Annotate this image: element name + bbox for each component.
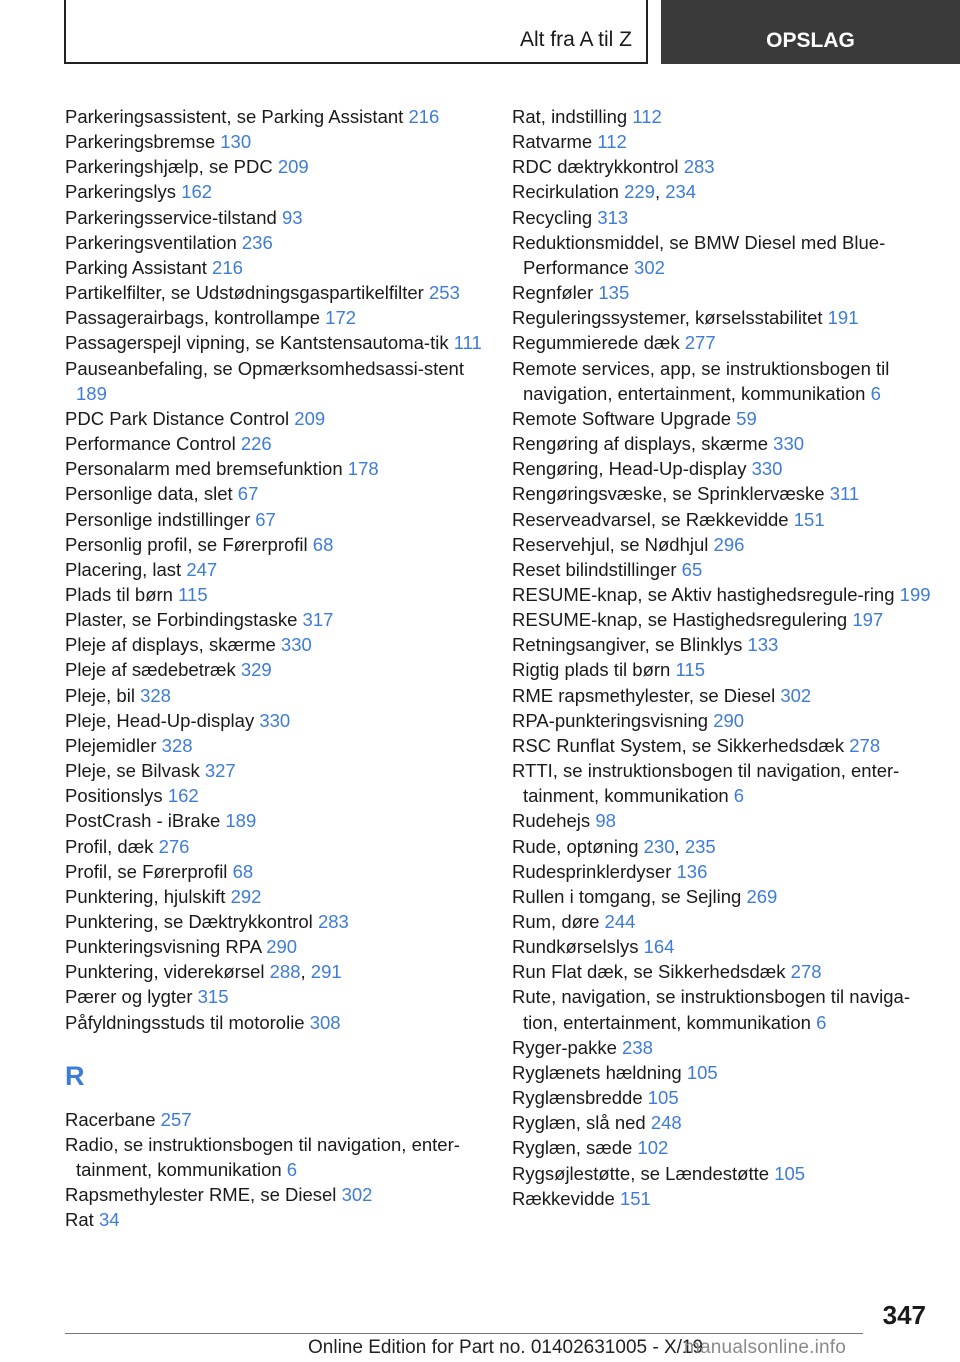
index-entry bbox=[512, 1110, 942, 1135]
index-entry bbox=[512, 1085, 942, 1110]
index-entry: Punktering, viderekørsel 288, 291 bbox=[65, 961, 342, 983]
index-entry-term: Pleje, bil bbox=[65, 684, 135, 706]
page-reference-link[interactable]: 234 bbox=[665, 181, 697, 203]
index-entry bbox=[512, 230, 942, 280]
page-reference-link[interactable]: 68 bbox=[312, 533, 334, 555]
index-entry-term: Profil, se Førerprofil bbox=[65, 860, 228, 882]
index-entry bbox=[65, 657, 485, 682]
index-letter-heading: R bbox=[65, 1060, 85, 1091]
index-entry bbox=[65, 1107, 485, 1132]
page-reference-link[interactable]: 278 bbox=[790, 961, 822, 983]
header-section-title: Alt fra A til Z bbox=[519, 28, 632, 51]
index-entry-term: Rat bbox=[65, 1209, 94, 1231]
index-entry bbox=[65, 406, 485, 431]
page-reference-link[interactable]: 269 bbox=[746, 885, 778, 907]
index-entry-term: Ryger-pakke bbox=[512, 1036, 617, 1058]
index-entry-term: Rapsmethylester RME, se Diesel bbox=[65, 1184, 337, 1206]
page-reference-link[interactable]: 130 bbox=[220, 131, 252, 153]
page-reference-link[interactable]: 277 bbox=[684, 332, 716, 354]
page-reference-link[interactable]: 308 bbox=[309, 1011, 341, 1033]
index-entry bbox=[512, 431, 942, 456]
page-reference-link[interactable]: 311 bbox=[829, 483, 860, 505]
page-reference-link[interactable]: 229 bbox=[624, 181, 655, 203]
index-entry bbox=[512, 607, 942, 632]
page-reference-link[interactable]: 248 bbox=[650, 1112, 682, 1134]
page-reference-link[interactable]: 6 bbox=[733, 785, 745, 807]
index-entry bbox=[512, 356, 942, 406]
index-entry-term: Rude, optøning bbox=[512, 835, 639, 857]
page-reference-link[interactable]: 162 bbox=[167, 785, 199, 807]
index-entry: Rude, optøning 230, 235 bbox=[512, 835, 716, 857]
index-entry bbox=[512, 1186, 942, 1211]
index-entry bbox=[512, 984, 942, 1034]
page-reference-link[interactable]: 288 bbox=[269, 961, 301, 983]
index-entry-term: Rullen i tomgang, se Sejling bbox=[512, 885, 742, 907]
index-entry-term: RESUME-knap, se Hastighedsregulering bbox=[512, 609, 848, 631]
page-reference-link[interactable]: 68 bbox=[232, 860, 254, 882]
page-reference-link[interactable]: 189 bbox=[76, 382, 107, 404]
index-entry-term: Performance Control bbox=[65, 433, 236, 455]
index-entry bbox=[512, 1161, 942, 1186]
index-entry bbox=[512, 280, 942, 305]
index-entry-term: RME rapsmethylester, se Diesel bbox=[512, 684, 776, 706]
index-entry bbox=[512, 532, 942, 557]
index-entry-term: Parkeringshjælp, se PDC bbox=[65, 156, 273, 178]
header-tab-label: OPSLAG bbox=[766, 29, 855, 52]
index-entry bbox=[65, 557, 485, 582]
index-entry-term: Rudesprinklerdyser bbox=[512, 860, 672, 882]
index-entry bbox=[512, 406, 942, 431]
index-entry-term: Ryglæn, slå ned bbox=[512, 1112, 646, 1134]
index-list-r-left bbox=[65, 1107, 485, 1233]
index-entry-term: Pauseanbefaling, se Opmærksomhedsassi‐stent bbox=[65, 357, 464, 379]
index-entry-term: Run Flat dæk, se Sikkerhedsdæk bbox=[512, 961, 786, 983]
index-entry bbox=[65, 330, 485, 355]
index-entry bbox=[65, 104, 485, 129]
index-entry-term: Pærer og lygter bbox=[65, 986, 193, 1008]
index-entry bbox=[512, 205, 942, 230]
page-reference-link[interactable]: 302 bbox=[341, 1184, 373, 1206]
page-reference-link[interactable]: 6 bbox=[286, 1159, 298, 1181]
index-entry-term: Retningsangiver, se Blinklys bbox=[512, 634, 743, 656]
page-reference-link[interactable]: 136 bbox=[676, 860, 708, 882]
index-entry-term: Rudehejs bbox=[512, 810, 591, 832]
index-entry-term: Parkeringsventilation bbox=[65, 231, 237, 253]
index-entry bbox=[512, 154, 942, 179]
page-reference-link[interactable]: 6 bbox=[816, 1011, 827, 1033]
index-entry-term: Pleje, se Bilvask bbox=[65, 760, 200, 782]
page-reference-link[interactable]: 112 bbox=[632, 106, 662, 127]
index-entry bbox=[65, 783, 485, 808]
index-entry-term: Personalarm med bremsefunktion bbox=[65, 458, 343, 480]
index-entry bbox=[65, 758, 485, 783]
index-entry-term: Recycling bbox=[512, 206, 593, 228]
page-reference-link[interactable]: 291 bbox=[310, 961, 342, 983]
page-reference-link[interactable]: 172 bbox=[325, 307, 357, 329]
index-entry-term: Radio, se instruktionsbogen til navigation, enter‐tainment, kommunikation bbox=[65, 1133, 460, 1181]
index-entry bbox=[512, 104, 942, 129]
index-entry bbox=[65, 884, 485, 909]
page-reference-link[interactable]: 6 bbox=[870, 382, 881, 404]
index-entry-term: Punktering, hjulskift bbox=[65, 885, 226, 907]
index-entry bbox=[65, 205, 485, 230]
page-reference-link[interactable]: 98 bbox=[595, 810, 616, 832]
index-entry-term: Reguleringssystemer, kørselsstabilitet bbox=[512, 307, 823, 329]
index-entry bbox=[512, 708, 942, 733]
page-reference-link[interactable]: 105 bbox=[686, 1061, 718, 1083]
page-number: 347 bbox=[882, 1300, 926, 1330]
footer-divider bbox=[65, 1333, 863, 1334]
index-entry-term: Rengøringsvæske, se Sprinklervæske bbox=[512, 483, 825, 505]
index-entry bbox=[65, 456, 485, 481]
index-entry-term: Ryglænsbredde bbox=[512, 1087, 643, 1109]
index-entry-term: Placering, last bbox=[65, 558, 182, 580]
index-entry-term: Rute, navigation, se instruktionsbogen til naviga‐tion, entertainment, kommunikation bbox=[512, 986, 910, 1033]
page-reference-link[interactable]: 178 bbox=[347, 458, 379, 480]
index-entry-term: Racerbane bbox=[65, 1108, 156, 1130]
index-entry-term: Rat, indstilling bbox=[512, 106, 628, 127]
index-entry-term: Rigtig plads til børn bbox=[512, 659, 671, 681]
index-entry-term: RTTI, se instruktionsbogen til navigation, enter‐tainment, kommunikation bbox=[512, 760, 900, 807]
index-entry-term: Regnføler bbox=[512, 282, 594, 304]
page-reference-link[interactable]: 34 bbox=[98, 1209, 120, 1231]
page-reference-link[interactable]: 278 bbox=[849, 734, 881, 756]
page-reference-link[interactable]: 238 bbox=[622, 1036, 653, 1058]
index-entry bbox=[65, 1010, 485, 1035]
page-reference-link[interactable]: 244 bbox=[604, 911, 636, 932]
index-entry bbox=[512, 305, 942, 330]
index-entry bbox=[512, 632, 942, 657]
index-entry bbox=[65, 431, 485, 456]
index-entry-term: Ratvarme bbox=[512, 131, 593, 153]
index-entry-term: RSC Runflat System, se Sikkerhedsdæk bbox=[512, 734, 845, 756]
index-entry bbox=[512, 129, 942, 154]
index-entry bbox=[65, 607, 485, 632]
index-entry-term: Pleje, Head-Up-display bbox=[65, 709, 255, 731]
page-reference-link[interactable]: 102 bbox=[637, 1137, 669, 1159]
page-reference-link[interactable]: 67 bbox=[255, 508, 276, 530]
index-entry bbox=[65, 632, 485, 657]
index-entry-term: Parkeringsservice-tilstand bbox=[65, 206, 277, 228]
index-entry bbox=[512, 884, 942, 909]
index-entry bbox=[512, 758, 942, 808]
index-entry bbox=[65, 834, 485, 859]
index-list-p bbox=[65, 104, 485, 1035]
page-reference-link[interactable]: 330 bbox=[773, 433, 805, 455]
footer-edition: Online Edition for Part no. 01402631005 - X/19 bbox=[308, 1337, 704, 1358]
index-entry bbox=[65, 280, 485, 305]
index-entry bbox=[65, 984, 485, 1009]
page-reference-link[interactable]: 197 bbox=[852, 609, 884, 631]
index-entry bbox=[512, 481, 942, 506]
index-entry bbox=[512, 507, 942, 532]
index-entry-term: Punktering, se Dæktrykkontrol bbox=[65, 911, 313, 932]
page-reference-link[interactable]: 111 bbox=[453, 332, 482, 354]
page-reference-link[interactable]: 283 bbox=[683, 156, 715, 178]
page-reference-link[interactable]: 112 bbox=[597, 131, 627, 153]
page-reference-link[interactable]: 328 bbox=[140, 684, 171, 706]
index-entry bbox=[512, 934, 942, 959]
index-entry bbox=[65, 230, 485, 255]
page-reference-link[interactable]: 151 bbox=[793, 508, 825, 530]
index-entry-term: Reset bilindstillinger bbox=[512, 558, 677, 580]
index-entry-term: Passagerairbags, kontrollampe bbox=[65, 307, 321, 329]
page-reference-link[interactable]: 302 bbox=[780, 684, 812, 706]
index-entry bbox=[512, 808, 942, 833]
index-column-right bbox=[512, 104, 942, 1211]
page-reference-link[interactable]: 105 bbox=[647, 1087, 679, 1109]
index-entry-term: Plaster, se Forbindingstaske bbox=[65, 609, 298, 631]
page-reference-link[interactable]: 151 bbox=[619, 1187, 651, 1209]
index-entry bbox=[65, 356, 485, 406]
index-entry bbox=[65, 708, 485, 733]
page-reference-link[interactable]: 209 bbox=[294, 407, 326, 429]
page-reference-link[interactable]: 327 bbox=[204, 760, 236, 782]
index-entry-term: Rengøring, Head-Up-display bbox=[512, 458, 747, 480]
page-reference-link[interactable]: 283 bbox=[317, 911, 349, 932]
index-entry-term: PDC Park Distance Control bbox=[65, 407, 290, 429]
index-entry bbox=[65, 129, 485, 154]
index-entry bbox=[65, 305, 485, 330]
index-entry bbox=[512, 456, 942, 481]
index-entry bbox=[512, 733, 942, 758]
page-reference-link[interactable]: 329 bbox=[240, 659, 272, 681]
page-reference-link[interactable]: 253 bbox=[429, 282, 460, 304]
page-reference-link[interactable]: 164 bbox=[643, 936, 675, 958]
index-entry-term: Pleje af sædebetræk bbox=[65, 659, 236, 681]
page-reference-link[interactable]: 302 bbox=[634, 256, 665, 278]
index-entry bbox=[65, 909, 485, 934]
page-reference-link[interactable]: 65 bbox=[681, 558, 703, 580]
page-reference-link[interactable]: 290 bbox=[266, 936, 298, 958]
page-reference-link[interactable]: 230 bbox=[643, 835, 675, 857]
index-entry bbox=[65, 808, 485, 833]
index-list-r-right bbox=[512, 104, 942, 1211]
index-entry bbox=[512, 959, 942, 984]
page-reference-link[interactable]: 133 bbox=[747, 634, 779, 656]
index-entry-term: Påfyldningsstuds til motorolie bbox=[65, 1011, 305, 1033]
page-reference-link[interactable]: 328 bbox=[161, 734, 193, 756]
index-entry bbox=[512, 1035, 942, 1060]
index-entry bbox=[65, 859, 485, 884]
index-entry-term: Regummierede dæk bbox=[512, 332, 680, 354]
page-reference-link[interactable]: 115 bbox=[178, 583, 208, 605]
index-entry bbox=[65, 481, 485, 506]
index-entry-term: Ryglænets hældning bbox=[512, 1061, 682, 1083]
index-entry-term: Recirkulation bbox=[512, 181, 619, 203]
page-reference-link[interactable]: 216 bbox=[212, 256, 243, 278]
page-reference-link[interactable]: 313 bbox=[597, 206, 629, 228]
page-reference-link[interactable]: 135 bbox=[598, 282, 630, 304]
index-entry bbox=[65, 1132, 485, 1182]
index-entry bbox=[512, 582, 942, 607]
index-entry-term: Rækkevidde bbox=[512, 1187, 615, 1209]
header-tab-opslag[interactable] bbox=[661, 0, 960, 64]
index-entry bbox=[65, 1182, 485, 1207]
index-entry bbox=[512, 1135, 942, 1160]
page-reference-link[interactable]: 257 bbox=[160, 1108, 192, 1130]
index-entry-term: RPA-punkteringsvisning bbox=[512, 709, 709, 731]
page-reference-link[interactable]: 59 bbox=[736, 407, 757, 429]
page-reference-link[interactable]: 216 bbox=[408, 106, 440, 127]
index-entry bbox=[65, 1207, 485, 1232]
index-entry bbox=[65, 507, 485, 532]
index-entry-term: Plejemidler bbox=[65, 734, 157, 756]
index-entry-term: Reservehjul, se Nødhjul bbox=[512, 533, 709, 555]
index-entry-term: Rygsøjlestøtte, se Lændestøtte bbox=[512, 1162, 770, 1184]
index-entry-term: Parking Assistant bbox=[65, 256, 207, 278]
page-reference-link[interactable]: 199 bbox=[899, 583, 931, 605]
index-entry-term: Personlig profil, se Førerprofil bbox=[65, 533, 308, 555]
index-entry-term: Rundkørselslys bbox=[512, 936, 639, 958]
index-entry bbox=[65, 683, 485, 708]
page-reference-link[interactable]: 330 bbox=[280, 634, 312, 656]
index-entry-term: Personlige indstillinger bbox=[65, 508, 251, 530]
page-reference-link[interactable]: 93 bbox=[281, 206, 303, 228]
index-entry bbox=[65, 733, 485, 758]
index-entry bbox=[512, 683, 942, 708]
index-entry-term: Reserveadvarsel, se Rækkevidde bbox=[512, 508, 789, 530]
page-reference-link[interactable]: 67 bbox=[237, 483, 259, 505]
index-entry-term: Partikelfilter, se Udstødningsgaspartikelfilter bbox=[65, 282, 424, 304]
index-entry-term: Positionslys bbox=[65, 785, 163, 807]
page-reference-link[interactable]: 235 bbox=[684, 835, 716, 857]
index-column-left bbox=[65, 104, 485, 1233]
index-entry-term: Punktering, viderekørsel bbox=[65, 961, 265, 983]
page-reference-link[interactable]: 315 bbox=[197, 986, 229, 1008]
index-entry bbox=[512, 330, 942, 355]
page-reference-link[interactable]: 191 bbox=[827, 307, 859, 329]
page-reference-link[interactable]: 317 bbox=[302, 609, 334, 631]
page-reference-link[interactable]: 226 bbox=[240, 433, 272, 455]
index-entry-term: Passagerspejl vipning, se Kantstensautoma‐tik bbox=[65, 332, 449, 354]
index-entry bbox=[65, 934, 485, 959]
index-entry bbox=[512, 657, 942, 682]
page-reference-link[interactable]: 292 bbox=[230, 885, 262, 907]
page-reference-link[interactable]: 115 bbox=[675, 659, 705, 681]
index-entry-term: Rum, døre bbox=[512, 911, 600, 932]
page-reference-link[interactable]: 209 bbox=[277, 156, 309, 178]
page-reference-link[interactable]: 330 bbox=[259, 709, 291, 731]
page-reference-link[interactable]: 330 bbox=[751, 458, 783, 480]
index-entry bbox=[512, 557, 942, 582]
page-reference-link[interactable]: 247 bbox=[186, 558, 218, 580]
index-entry bbox=[65, 255, 485, 280]
index-entry-term: Profil, dæk bbox=[65, 835, 154, 857]
index-entry bbox=[512, 909, 942, 934]
index-entry-term: Pleje af displays, skærme bbox=[65, 634, 276, 656]
index-entry bbox=[65, 179, 485, 204]
page-reference-link[interactable]: 296 bbox=[713, 533, 745, 555]
index-entry-term: Reduktionsmiddel, se BMW Diesel med Blue‐Performance bbox=[512, 231, 886, 278]
footer-watermark: manualsonline.info bbox=[684, 1337, 847, 1358]
index-entry bbox=[65, 582, 485, 607]
index-entry-term: PostCrash - iBrake bbox=[65, 810, 221, 832]
index-entry-term: Parkeringsbremse bbox=[65, 131, 216, 153]
index-entry-term: Parkeringsassistent, se Parking Assistant bbox=[65, 106, 404, 127]
index-entry-term: Punkteringsvisning RPA bbox=[65, 936, 262, 958]
index-entry-term: Ryglæn, sæde bbox=[512, 1137, 633, 1159]
page-reference-link[interactable]: 290 bbox=[713, 709, 745, 731]
index-entry-term: RDC dæktrykkontrol bbox=[512, 156, 679, 178]
index-entry-term: Rengøring af displays, skærme bbox=[512, 433, 769, 455]
index-entry bbox=[512, 859, 942, 884]
index-entry-term: Remote Software Upgrade bbox=[512, 407, 732, 429]
page-reference-link[interactable]: 162 bbox=[181, 181, 213, 203]
index-entry-term: Plads til børn bbox=[65, 583, 173, 605]
page-reference-link[interactable]: 189 bbox=[225, 810, 257, 832]
index-entry-term: Parkeringslys bbox=[65, 181, 177, 203]
page-reference-link[interactable]: 276 bbox=[158, 835, 190, 857]
index-entry bbox=[65, 154, 485, 179]
index-entry-term: Personlige data, slet bbox=[65, 483, 233, 505]
index-entry-term: Remote services, app, se instruktionsbogen til navigation, entertainment, kommunikation bbox=[512, 357, 890, 404]
index-entry-term: RESUME-knap, se Aktiv hastighedsregule‐ring bbox=[512, 583, 895, 605]
page-reference-link[interactable]: 236 bbox=[241, 231, 273, 253]
index-entry: Recirkulation 229, 234 bbox=[512, 181, 697, 203]
index-entry bbox=[512, 1060, 942, 1085]
page-reference-link[interactable]: 105 bbox=[774, 1162, 806, 1184]
index-entry bbox=[65, 532, 485, 557]
